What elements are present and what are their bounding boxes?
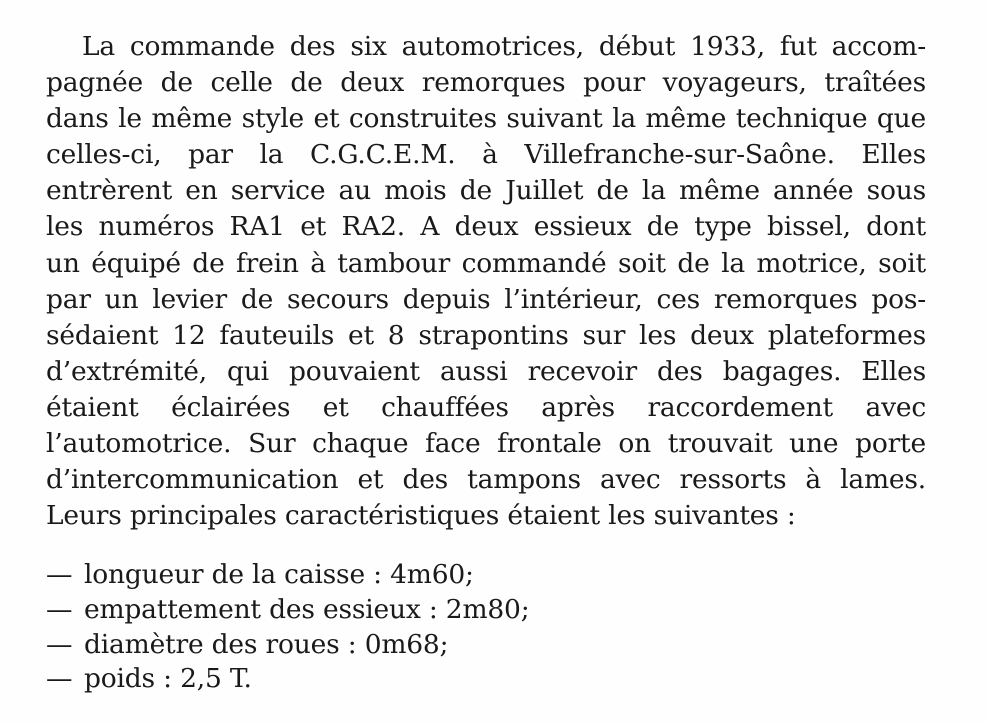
list-dash: — (46, 593, 73, 625)
paragraph-line: dans le même style et construites suivant la même technique que (46, 103, 926, 135)
paragraph-line: étaient éclairées et chauffées après raccordement avec (46, 391, 926, 423)
list-item-text: longueur de la caisse : 4m60; (84, 559, 474, 590)
characteristics-list (46, 558, 926, 697)
list-item-text: poids : 2,5 T. (84, 663, 252, 695)
paragraph-line: l’automotrice. Sur chaque face frontale on trouvait une porte (46, 428, 926, 460)
paragraph-line: d’extrémité, qui pouvaient aussi recevoir des bagages. Elles (46, 355, 926, 387)
paragraph-line: d’intercommunication et des tampons avec ressorts à lames. (46, 464, 926, 496)
list-item (46, 662, 926, 697)
list-item (46, 628, 926, 663)
paragraph-line: sédaient 12 fauteuils et 8 strapontins sur les deux plateformes (46, 319, 926, 351)
paragraph-line: un équipé de frein à tambour commandé soit de la motrice, soit (46, 247, 926, 279)
paragraph-line: les numéros RA1 et RA2. A deux essieux de type bissel, dont (46, 211, 926, 243)
body-paragraph (46, 29, 926, 534)
paragraph-line: Leurs principales caractéristiques étaient les suivantes : (46, 500, 796, 532)
paragraph-line: La commande des six automotrices, début 1933, fut accom- (82, 31, 926, 62)
list-item (46, 593, 926, 628)
list-dash: — (46, 628, 73, 660)
list-item-text: empattement des essieux : 2m80; (84, 593, 530, 625)
list-dash: — (46, 663, 73, 695)
paragraph-line: entrèrent en service au mois de Juillet de la même année sous (46, 175, 926, 207)
paragraph-line: par un levier de secours depuis l’intérieur, ces remorques pos- (46, 283, 926, 315)
list-item (46, 558, 926, 593)
list-dash: — (46, 559, 73, 590)
paragraph-line: pagnée de celle de deux remorques pour voyageurs, traîtées (46, 67, 926, 99)
paragraph-line: celles-ci, par la C.G.C.E.M. à Villefranche-sur-Saône. Elles (46, 139, 926, 171)
list-item-text: diamètre des roues : 0m68; (84, 628, 449, 660)
